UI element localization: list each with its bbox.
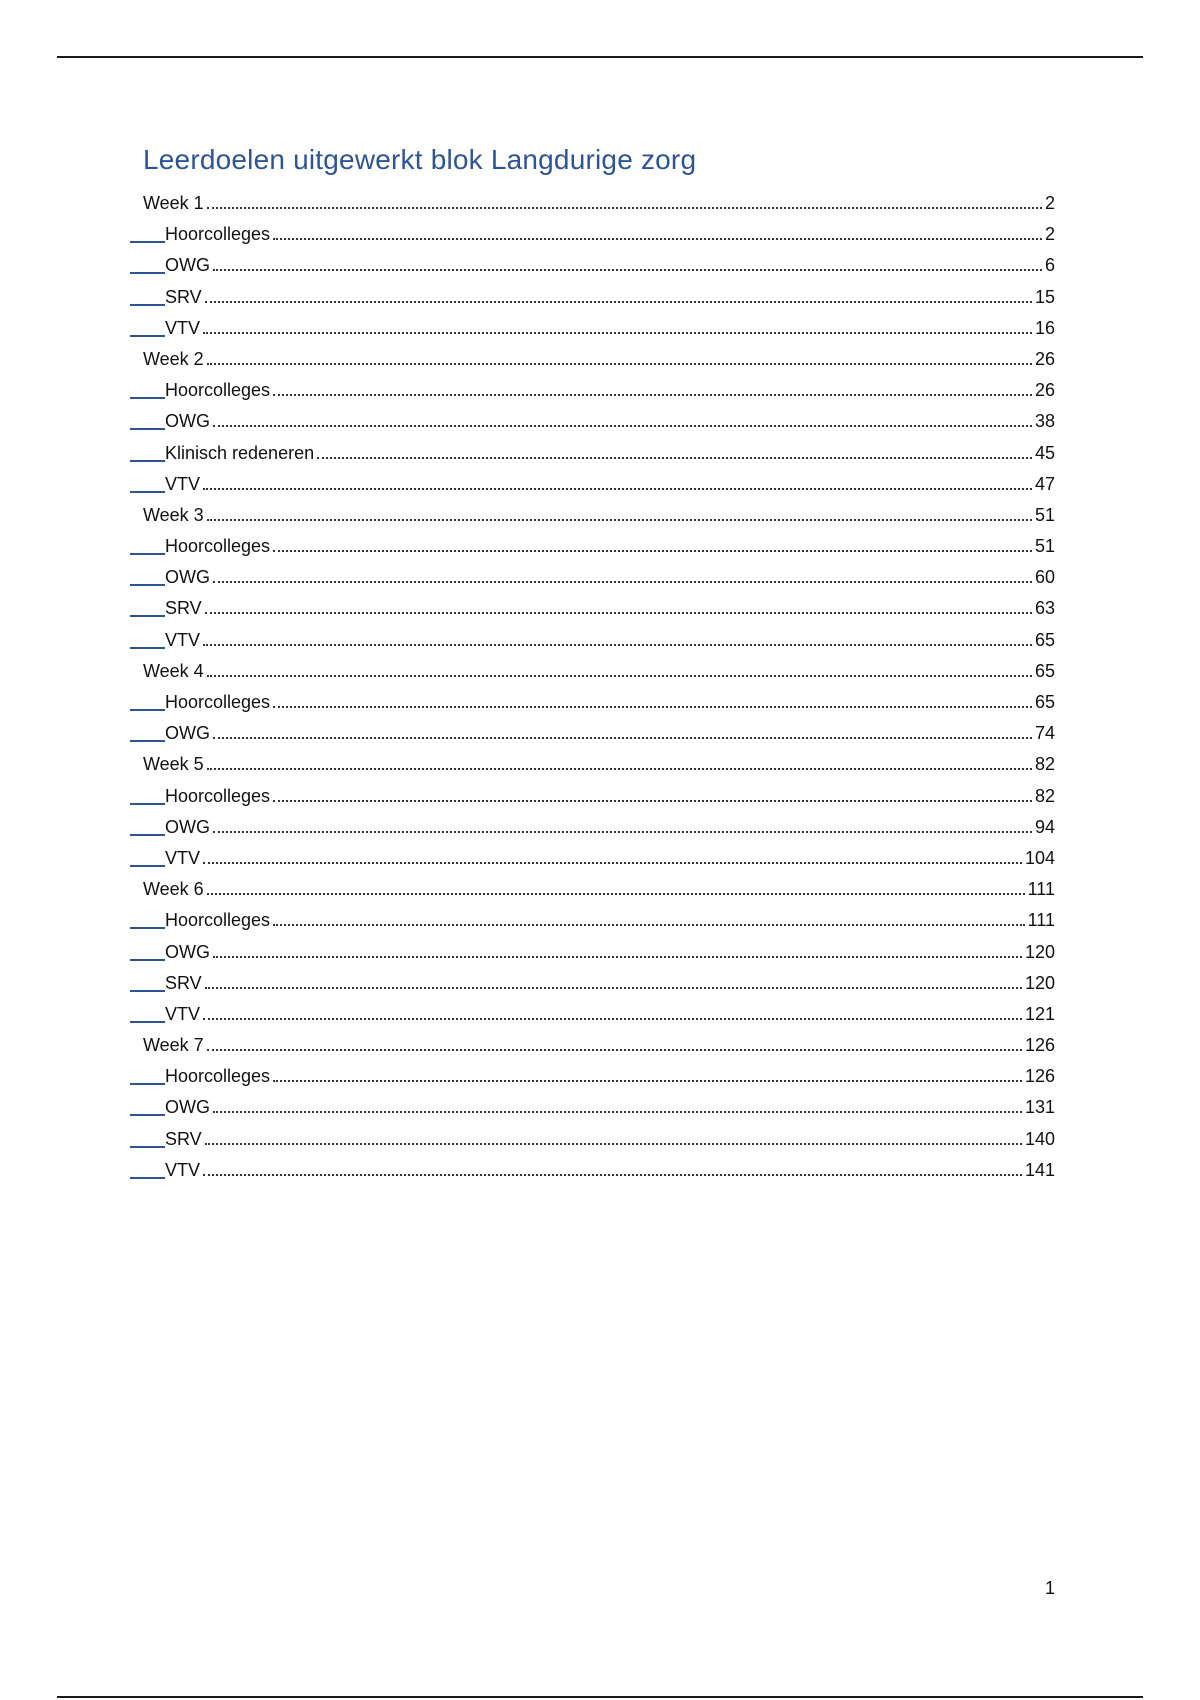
toc-subentry[interactable] (0, 686, 1200, 717)
toc-entry-line (143, 501, 1055, 525)
toc-entry-label[interactable]: OWG (165, 255, 210, 276)
toc-indent-underline (130, 990, 165, 992)
toc-indent-underline (130, 397, 165, 399)
toc-entry-page-number[interactable]: 82 (1034, 785, 1055, 806)
toc-indent-underline (130, 460, 165, 462)
toc-subentry[interactable] (0, 1091, 1200, 1122)
toc-subentry[interactable] (0, 936, 1200, 967)
toc-entry-label[interactable]: Week 6 (143, 879, 204, 900)
toc-entry-page-number[interactable]: 26 (1034, 380, 1055, 401)
toc-dot-leader (213, 581, 1032, 583)
toc-entry-line (165, 563, 1055, 587)
toc-entry-line (165, 938, 1055, 962)
toc-dot-leader (205, 987, 1022, 989)
toc-entry-page-number[interactable]: 111 (1027, 879, 1055, 900)
toc-entry-page-number[interactable]: 2 (1044, 193, 1055, 213)
toc-dot-leader (273, 800, 1032, 802)
toc-entry-line (165, 688, 1055, 712)
toc-entry-page-number[interactable]: 120 (1024, 972, 1055, 993)
toc-subentry[interactable] (0, 281, 1200, 312)
toc-subentry[interactable] (0, 811, 1200, 842)
toc-entry-line (165, 1062, 1055, 1086)
toc-entry-page-number[interactable]: 15 (1034, 286, 1055, 307)
toc-entry-line (165, 719, 1055, 743)
toc-entry-page-number[interactable]: 51 (1034, 504, 1055, 525)
toc-dot-leader (273, 394, 1032, 396)
toc-indent-underline (130, 803, 165, 805)
toc-entry-label[interactable]: Week 4 (143, 660, 204, 681)
toc-indent-underline (130, 428, 165, 430)
toc-dot-leader (273, 1080, 1022, 1082)
toc-entry-label[interactable]: Hoorcolleges (165, 692, 271, 712)
toc-indent-underline (130, 959, 165, 961)
toc-dot-leader (213, 269, 1042, 271)
toc-dot-leader (213, 831, 1032, 833)
toc-dot-leader (203, 644, 1032, 646)
toc-subentry[interactable] (0, 374, 1200, 405)
toc-entry-label[interactable]: OWG (165, 941, 210, 962)
toc-entry-line (165, 969, 1055, 993)
toc-entry-page-number[interactable]: 65 (1034, 629, 1055, 650)
page-number: 1 (1044, 1578, 1055, 1598)
toc-subentry[interactable] (0, 312, 1200, 343)
toc-entry-page-number[interactable]: 16 (1034, 317, 1055, 338)
toc-entry-label[interactable]: VTV (165, 847, 201, 868)
toc-entry[interactable] (0, 343, 1200, 374)
toc-dot-leader (207, 893, 1025, 895)
toc-subentry[interactable] (0, 1060, 1200, 1091)
toc-entry[interactable] (0, 1029, 1200, 1060)
toc-indent-underline (130, 491, 165, 493)
toc-subentry[interactable] (0, 437, 1200, 468)
toc-indent-underline (130, 647, 165, 649)
toc-subentry[interactable] (0, 405, 1200, 436)
toc-entry-label[interactable]: SRV (165, 286, 202, 307)
toc-dot-leader (213, 425, 1032, 427)
toc-entry-page-number[interactable]: 120 (1024, 941, 1055, 962)
toc-dot-leader (213, 956, 1022, 958)
toc-indent-underline (130, 740, 165, 742)
toc-entry-line (165, 407, 1055, 431)
toc-entry-page-number[interactable]: 60 (1034, 567, 1055, 588)
toc-entry[interactable] (0, 748, 1200, 779)
toc-subentry[interactable] (0, 967, 1200, 998)
toc-entry-page-number[interactable]: 6 (1044, 255, 1055, 276)
toc-dot-leader (205, 612, 1032, 614)
toc-indent-underline (130, 709, 165, 711)
toc-entry-label[interactable]: Hoorcolleges (165, 1066, 271, 1087)
toc-entry-page-number[interactable]: 140 (1024, 1128, 1055, 1149)
toc-entry-label[interactable]: OWG (165, 411, 210, 432)
document-title: Leerdoelen uitgewerkt blok Langdurige zorg (143, 144, 697, 175)
toc-entry-label[interactable]: Hoorcolleges (165, 224, 271, 245)
toc-entry-line (165, 594, 1055, 618)
toc-entry-line (165, 844, 1055, 868)
toc-entry[interactable] (0, 499, 1200, 530)
toc-indent-underline (130, 1114, 165, 1116)
toc-entry-line (165, 470, 1055, 494)
toc-indent-underline (130, 615, 165, 617)
toc-subentry[interactable] (0, 717, 1200, 748)
toc-subentry[interactable] (0, 218, 1200, 249)
toc-dot-leader (207, 768, 1032, 770)
toc-dot-leader (207, 363, 1032, 365)
toc-entry-line (165, 1093, 1055, 1117)
toc-dot-leader (203, 862, 1022, 864)
toc-dot-leader (207, 1049, 1022, 1051)
toc-entry-label[interactable]: Hoorcolleges (165, 536, 271, 557)
toc-entry-page-number[interactable]: 82 (1034, 754, 1055, 775)
toc-entry-line (165, 283, 1055, 307)
toc-entry[interactable] (0, 655, 1200, 686)
toc-entry-label[interactable]: OWG (165, 567, 210, 588)
toc-entry-page-number[interactable]: 63 (1034, 598, 1055, 619)
top-border-line (57, 56, 1143, 58)
toc-entry-line (165, 532, 1055, 556)
toc-entry-label[interactable]: OWG (165, 1097, 210, 1118)
toc-subentry[interactable] (0, 1123, 1200, 1154)
toc-dot-leader (205, 301, 1032, 303)
toc-dot-leader (203, 1174, 1022, 1176)
toc-dot-leader (207, 675, 1032, 677)
toc-entry-line (165, 906, 1055, 930)
toc-subentry[interactable] (0, 624, 1200, 655)
toc-entry-line (143, 657, 1055, 681)
toc-entry-label[interactable]: OWG (165, 723, 210, 744)
toc-subentry[interactable] (0, 1154, 1200, 1185)
toc-indent-underline (130, 834, 165, 836)
toc-entry-line (165, 439, 1055, 463)
toc-entry-page-number[interactable]: 38 (1034, 411, 1055, 432)
toc-subentry[interactable] (0, 561, 1200, 592)
toc-dot-leader (203, 1018, 1022, 1020)
toc-indent-underline (130, 1021, 165, 1023)
toc-entry-page-number[interactable]: 94 (1034, 816, 1055, 837)
toc-indent-underline (130, 241, 165, 243)
toc-entry-label[interactable]: Hoorcolleges (165, 910, 271, 931)
toc-entry-page-number[interactable]: 126 (1024, 1066, 1055, 1087)
toc-entry-line (143, 875, 1055, 899)
toc-entry-label[interactable]: VTV (165, 1003, 201, 1024)
toc-dot-leader (317, 457, 1032, 459)
toc-dot-leader (213, 1111, 1022, 1113)
toc-entry-page-number[interactable]: 51 (1034, 536, 1055, 557)
toc-subentry[interactable] (0, 780, 1200, 811)
toc-entry-label[interactable]: VTV (165, 317, 201, 338)
toc-dot-leader (203, 332, 1032, 334)
toc-subentry[interactable] (0, 904, 1200, 935)
toc-dot-leader (205, 1143, 1022, 1145)
toc-entry-page-number[interactable]: 2 (1044, 224, 1055, 245)
toc-entry-label[interactable]: SRV (165, 972, 202, 993)
toc-entry-label[interactable]: SRV (165, 1128, 202, 1149)
toc-entry-page-number[interactable]: 26 (1034, 348, 1055, 369)
toc-entry-line (143, 189, 1055, 213)
toc-indent-underline (130, 1177, 165, 1179)
toc-entry-label[interactable]: OWG (165, 816, 210, 837)
toc-entry-page-number[interactable]: 45 (1034, 442, 1055, 463)
toc-dot-leader (273, 550, 1032, 552)
toc-indent-underline (130, 1146, 165, 1148)
toc-dot-leader (207, 519, 1032, 521)
toc-entry-page-number[interactable]: 141 (1024, 1159, 1055, 1180)
toc-dot-leader (273, 238, 1042, 240)
toc-entry-label[interactable]: Week 2 (143, 348, 204, 369)
toc-entry-label[interactable]: Hoorcolleges (165, 785, 271, 806)
toc-entry-label[interactable]: VTV (165, 629, 201, 650)
toc-entry-label[interactable]: Week 5 (143, 754, 204, 775)
toc-entry[interactable] (0, 873, 1200, 904)
toc-entry-line (165, 782, 1055, 806)
toc-dot-leader (213, 737, 1032, 739)
toc-entry-page-number[interactable]: 104 (1024, 847, 1055, 868)
toc-indent-underline (130, 865, 165, 867)
toc-dot-leader (273, 924, 1025, 926)
toc-entry-line (165, 1000, 1055, 1024)
bottom-border-line (57, 1696, 1143, 1698)
toc-entry-line (165, 251, 1055, 275)
toc-entry-line (165, 1156, 1055, 1180)
toc-entry-label[interactable]: Hoorcolleges (165, 380, 271, 401)
toc-entry-label[interactable]: VTV (165, 473, 201, 494)
toc-entry-line (165, 314, 1055, 338)
toc-entry-page-number[interactable]: 121 (1024, 1003, 1055, 1024)
toc-indent-underline (130, 927, 165, 929)
toc-entry-line (165, 376, 1055, 400)
toc-subentry[interactable] (0, 842, 1200, 873)
toc-indent-underline (130, 1083, 165, 1085)
toc-indent-underline (130, 553, 165, 555)
table-of-contents (0, 187, 1200, 1185)
toc-entry-label[interactable]: Week 7 (143, 1035, 204, 1056)
toc-subentry[interactable] (0, 592, 1200, 623)
toc-dot-leader (207, 207, 1042, 209)
toc-entry-page-number[interactable]: 126 (1024, 1035, 1055, 1056)
toc-entry-page-number[interactable]: 65 (1034, 660, 1055, 681)
toc-entry-line (143, 1031, 1055, 1055)
toc-entry-label[interactable]: VTV (165, 1159, 201, 1180)
toc-entry-label[interactable]: Klinisch redeneren (165, 442, 315, 463)
toc-indent-underline (130, 584, 165, 586)
toc-entry-label[interactable]: Week 1 (143, 193, 204, 213)
toc-dot-leader (203, 488, 1032, 490)
toc-entry-page-number[interactable]: 111 (1027, 910, 1055, 931)
toc-entry-line (165, 813, 1055, 837)
toc-subentry[interactable] (0, 530, 1200, 561)
toc-entry-label[interactable]: SRV (165, 598, 202, 619)
toc-entry-page-number[interactable]: 65 (1034, 692, 1055, 712)
toc-indent-underline (130, 272, 165, 274)
toc-entry-line (165, 220, 1055, 244)
toc-entry-line (165, 626, 1055, 650)
toc-entry-page-number[interactable]: 131 (1024, 1097, 1055, 1118)
toc-dot-leader (273, 706, 1032, 708)
toc-subentry[interactable] (0, 998, 1200, 1029)
toc-indent-underline (130, 304, 165, 306)
toc-subentry[interactable] (0, 468, 1200, 499)
toc-entry-line (143, 345, 1055, 369)
toc-subentry[interactable] (0, 249, 1200, 280)
toc-entry-line (143, 750, 1055, 774)
toc-entry-page-number[interactable]: 47 (1034, 473, 1055, 494)
toc-entry[interactable] (0, 187, 1200, 218)
toc-entry-label[interactable]: Week 3 (143, 504, 204, 525)
toc-indent-underline (130, 335, 165, 337)
toc-entry-page-number[interactable]: 74 (1034, 723, 1055, 744)
toc-entry-line (165, 1125, 1055, 1149)
